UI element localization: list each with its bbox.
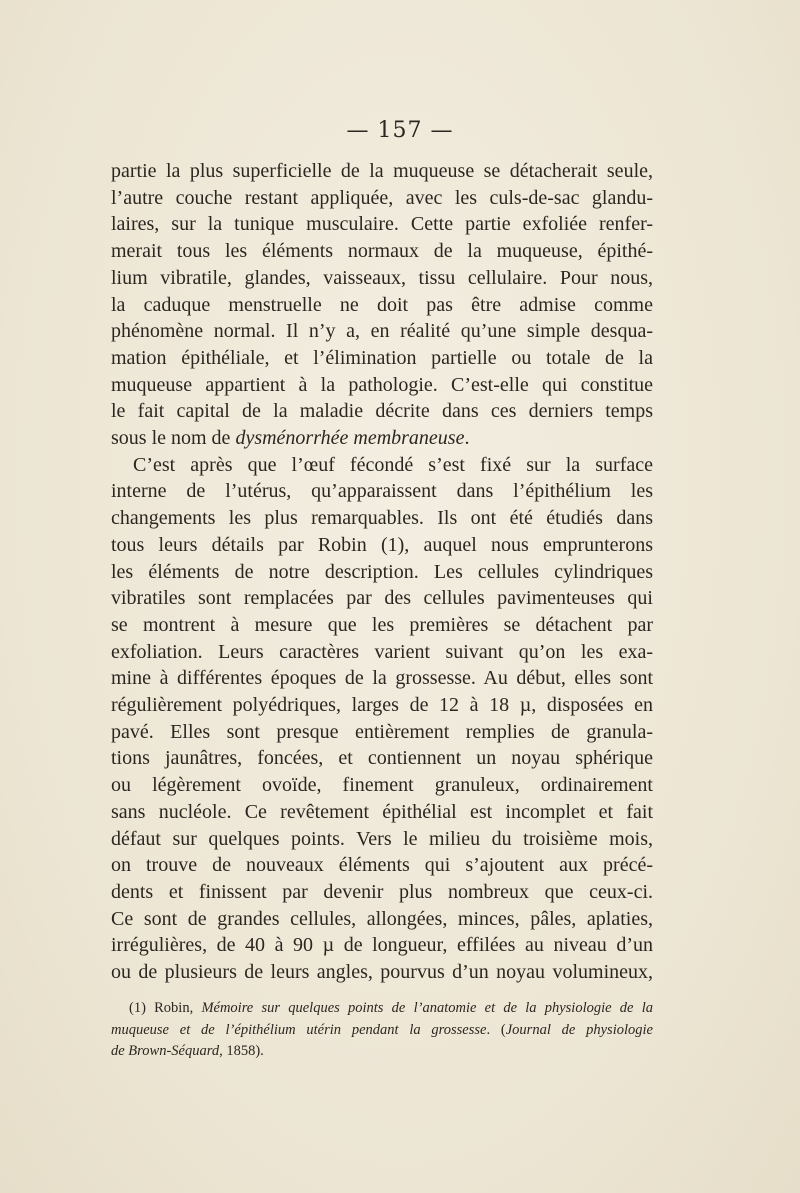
footnote-italic-text: Mémoire sur quelques points de l’anatomie et de la physiologie de la [201, 1000, 653, 1016]
footnote-line [111, 1020, 653, 1042]
body-line [111, 238, 653, 265]
body-line [111, 292, 653, 319]
body-line [111, 719, 653, 746]
body-line [111, 532, 653, 559]
body-text: on trouve de nouveaux éléments qui s’ajoutent aux précé- [111, 854, 653, 877]
footnote-italic-text: de Brown-Séquard [111, 1043, 220, 1059]
body-line [111, 745, 653, 772]
body-text: partie la plus superficielle de la muqueuse se détacherait seule, [111, 160, 653, 182]
body-line [111, 505, 653, 532]
body-text: l’autre couche restant appliquée, avec les culs-de-sac glandu- [111, 186, 653, 209]
body-text: sans nucléole. Ce revêtement épithélial est incomplet et fait [111, 800, 653, 823]
body-line [111, 478, 653, 505]
body-line [111, 932, 653, 959]
body-text: ou de plusieurs de leurs angles, pourvus d’un noyau volumineux, [111, 961, 653, 984]
body-line [111, 158, 653, 185]
body-text: mine à différentes époques de la grossesse. Au début, elles sont [111, 667, 653, 690]
body-text: mation épithéliale, et l’élimination partielle ou totale de la [111, 346, 653, 369]
footnote-line [111, 998, 653, 1020]
body-line [111, 612, 653, 639]
body-line [111, 372, 653, 399]
body-line [111, 772, 653, 799]
body-text: les éléments de notre description. Les cellules cylindriques [111, 560, 653, 583]
body-line [111, 585, 653, 612]
body-line [111, 425, 653, 452]
body-text: vibratiles sont remplacées par des cellules pavimenteuses qui [111, 587, 653, 610]
footnote-text: . ( [486, 1021, 506, 1038]
footnote-line [111, 1041, 653, 1063]
body-text: sous le nom de [111, 427, 236, 450]
body-text: interne de l’utérus, qu’apparaissent dans l’épithélium les [111, 480, 653, 503]
body-text: exfoliation. Leurs caractères varient suivant qu’on les exa- [111, 640, 653, 663]
body-text: muqueuse appartient à la pathologie. C’est-elle qui constitue [111, 373, 653, 396]
page-number: — 157 — [346, 118, 454, 143]
body-line [111, 452, 653, 479]
body-line [111, 799, 653, 826]
body-text: irrégulières, de 40 à 90 µ de longueur, effilées au niveau d’un [111, 934, 653, 957]
footnote [111, 998, 653, 1063]
body-line [111, 639, 653, 666]
body-line [111, 665, 653, 692]
body-italic-text: dysménorrhée membraneuse [235, 427, 465, 450]
body-text: changements les plus remarquables. Ils ont été étudiés dans [111, 507, 653, 530]
footnote-italic-text: muqueuse et de l’épithélium utérin pendant la grossesse [111, 1021, 487, 1038]
body-text: pavé. Elles sont presque entièrement remplies de granula- [111, 720, 653, 743]
body-line [111, 906, 653, 933]
body-line [111, 185, 653, 212]
body-text: ou légèrement ovoïde, finement granuleux, ordinairement [111, 774, 653, 797]
footnote-text: (1) Robin, [129, 1000, 202, 1016]
body-line [111, 692, 653, 719]
body-text: merait tous les éléments normaux de la muqueuse, épithé- [111, 240, 653, 263]
body-text: défaut sur quelques points. Vers le milieu du troisième mois, [111, 827, 653, 850]
body-line [111, 879, 653, 906]
footnote-italic-text: Journal de physiologie [505, 1021, 653, 1038]
body-text: phénomène normal. Il n’y a, en réalité qu’une simple desqua- [111, 320, 653, 343]
body-text: Ce sont de grandes cellules, allongées, minces, pâles, aplaties, [111, 907, 653, 930]
body-text: régulièrement polyédriques, larges de 12 à 18 µ, disposées en [111, 694, 653, 717]
body-line [111, 559, 653, 586]
body-line [111, 852, 653, 879]
body-line [111, 959, 653, 986]
body-text: tions jaunâtres, foncées, et contiennent un noyau sphérique [111, 747, 653, 770]
body-line [111, 265, 653, 292]
body-text: la caduque menstruelle ne doit pas être admise comme [111, 293, 653, 316]
body-text: le fait capital de la maladie décrite dans ces derniers temps [111, 400, 653, 423]
body-line [111, 211, 653, 238]
body-line [111, 826, 653, 853]
body-text: laires, sur la tunique musculaire. Cette partie exfoliée renfer- [111, 213, 653, 236]
body-line [111, 318, 653, 345]
body-line [111, 345, 653, 372]
body-text: . [464, 427, 470, 450]
body-line [111, 398, 653, 425]
body-text: lium vibratile, glandes, vaisseaux, tissu cellulaire. Pour nous, [111, 266, 653, 289]
footnote-text: , 1858). [219, 1043, 264, 1059]
body-text: tous leurs détails par Robin (1), auquel nous emprunterons [111, 533, 653, 556]
body-text: dents et finissent par devenir plus nombreux que ceux-ci. [111, 880, 653, 903]
body-text [111, 158, 653, 986]
body-text: se montrent à mesure que les premières se détachent par [111, 613, 653, 636]
body-text: C’est après que l’œuf fécondé s’est fixé sur la surface [133, 453, 653, 476]
